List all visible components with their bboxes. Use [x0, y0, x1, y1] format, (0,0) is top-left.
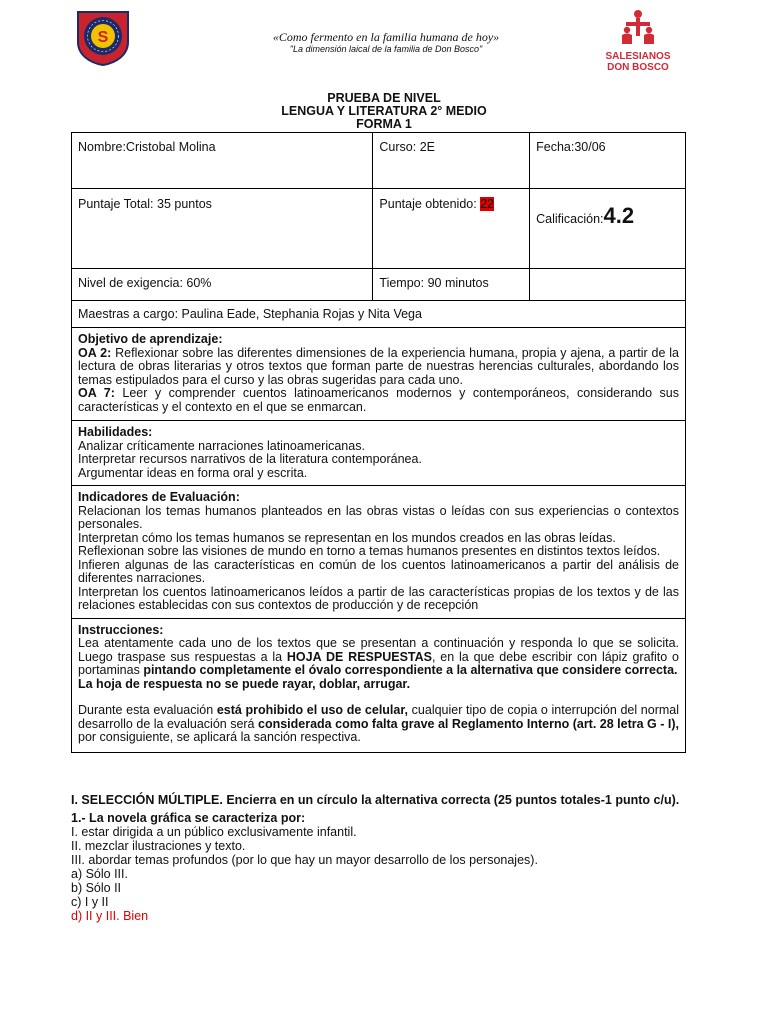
school-crest-logo: [74, 9, 132, 67]
time-field: Tiempo: 90 minutos: [373, 269, 530, 301]
oa2-paragraph: [78, 347, 679, 388]
salesianos-emblem-icon: [618, 8, 658, 46]
course-field: Curso: 2E: [373, 133, 530, 189]
question-statement: II. mezclar ilustraciones y texto.: [71, 839, 246, 853]
exam-title: PRUEBA DE NIVEL: [327, 91, 441, 105]
indicator-item: Relacionan los temas humanos planteados en las obras vistas o leídas con sus experiencias o contextos personales.: [78, 503, 679, 531]
grade-value: 4.2: [603, 203, 635, 228]
instructions-heading: Instrucciones:: [78, 622, 164, 637]
teachers-field: Maestras a cargo: Paulina Eade, Stephania Rojas y Nita Vega: [72, 301, 686, 328]
instructions-text: Durante esta evaluación: [78, 703, 217, 717]
salesianos-brand-line1: SALESIANOS: [605, 51, 671, 62]
salesianos-logo: [602, 8, 674, 74]
instructions-emphasis: está prohibido el uso de celular,: [216, 703, 409, 717]
oa7-label: OA 7:: [78, 386, 115, 400]
svg-text:S: S: [97, 29, 109, 46]
instructions-emphasis: considerada como falta grave al Reglamento Interno (art. 28 letra G - I),: [258, 716, 680, 731]
indicator-item: Infieren algunas de las características en común de los cuentos latinoamericanos a partir del análisis de diferentes narraciones.: [78, 557, 679, 585]
instructions-emphasis: pintando completamente el óvalo correspondiente a la alternativa que considere correcta.: [143, 663, 678, 677]
exam-info-table: [71, 132, 686, 753]
indicator-item: Reflexionan sobre las visiones de mundo en torno a temas humanos presentes en distintos textos leídos.: [78, 544, 661, 558]
date-field: Fecha:30/06: [530, 133, 686, 189]
instructions-text: cualquier tipo de copia o interrupción del normal desarrollo de la evaluación será: [78, 703, 680, 731]
obtained-score-value: 22: [480, 197, 495, 211]
skills-heading: Habilidades:: [78, 425, 153, 439]
exigency-level: Nivel de exigencia: 60%: [72, 269, 373, 301]
instructions-paragraph-1: [78, 637, 679, 678]
section-heading: I. SELECCIÓN MÚLTIPLE. Encierra en un círculo la alternativa correcta (25 puntos totales-1 punto c/u).: [71, 793, 680, 807]
learning-objective-heading: Objetivo de aprendizaje:: [78, 332, 223, 346]
empty-cell: [530, 269, 686, 301]
student-name: Nombre:Cristobal Molina: [72, 133, 373, 189]
learning-objective-block: [72, 328, 686, 421]
oa2-text: Reflexionar sobre las diferentes dimensiones de la experiencia humana, propia y ajena, a partir de la lectura de obras literarias y otros textos que forman parte de nuestras herencias culturales, abordando los temas estipulados para el curso y las obras sugeridas para cada uno.: [78, 345, 679, 387]
answer-option-c[interactable]: c) I y II: [71, 895, 109, 909]
grade-cell: [530, 189, 686, 269]
oa7-paragraph: [78, 387, 679, 414]
instructions-paragraph-3: [78, 704, 679, 745]
instructions-text: por consiguiente, se aplicará la sanción respectiva.: [78, 730, 361, 744]
skill-item: Interpretar recursos narrativos de la literatura contemporánea.: [78, 452, 422, 466]
indicators-heading: Indicadores de Evaluación:: [78, 490, 240, 504]
instructions-text: , en la que debe escribir con lápiz grafito o portaminas: [78, 649, 679, 677]
question-statement: III. abordar temas profundos (por lo que hay un mayor desarrollo de los personajes).: [71, 853, 538, 867]
grade-label: Calificación:: [536, 212, 604, 226]
exam-form: FORMA 1: [356, 117, 412, 131]
obtained-score-cell: [373, 189, 530, 269]
exam-titles: [0, 92, 768, 131]
oa7-text: Leer y comprender cuentos latinoamericanos modernos y contemporáneos, considerando sus características y el contexto en el que se enmarcan.: [78, 386, 680, 414]
instructions-paragraph-2: La hoja de respuesta no se puede rayar, doblar, arrugar.: [78, 676, 411, 691]
indicators-block: [72, 486, 686, 619]
answer-option-d-marked[interactable]: d) II y III. Bien: [71, 909, 149, 923]
skill-item: Analizar críticamente narraciones latinoamericanas.: [78, 438, 365, 453]
oa2-label: OA 2:: [78, 345, 112, 360]
indicator-item: Interpretan cómo los temas humanos se representan en los mundos creados en las obras leídas.: [78, 530, 616, 545]
answer-option-b[interactable]: b) Sólo II: [71, 881, 122, 895]
skills-block: [72, 421, 686, 486]
header-sub-motto: "La dimensión laical de la familia de Don Bosco": [289, 44, 483, 54]
multiple-choice-section: [71, 792, 686, 923]
header-motto: «Como fermento en la familia humana de hoy»: [272, 30, 500, 44]
instructions-text: Lea atentamente cada uno de los textos que se presentan a continuación y responda lo que se solicita. Luego traspase sus respuestas a la: [78, 636, 679, 664]
exam-subject: LENGUA Y LITERATURA 2° MEDIO: [281, 104, 487, 118]
total-score: Puntaje Total: 35 puntos: [72, 189, 373, 269]
skill-item: Argumentar ideas en forma oral y escrita.: [78, 465, 308, 480]
instructions-block: [72, 618, 686, 752]
salesianos-brand-line2: DON BOSCO: [607, 62, 669, 73]
answer-option-a[interactable]: a) Sólo III.: [71, 867, 128, 881]
answer-sheet-term: HOJA DE RESPUESTAS: [286, 649, 432, 664]
obtained-score-label: Puntaje obtenido:: [379, 197, 481, 211]
question-statement: I. estar dirigida a un público exclusivamente infantil.: [71, 825, 357, 839]
indicator-item: Interpretan los cuentos latinoamericanos leídos a partir de las características propias de los textos y de las relaciones establecidas con sus contextos de producción y de recepción: [78, 584, 679, 612]
question-1-prompt: 1.- La novela gráfica se caracteriza por:: [71, 811, 306, 825]
